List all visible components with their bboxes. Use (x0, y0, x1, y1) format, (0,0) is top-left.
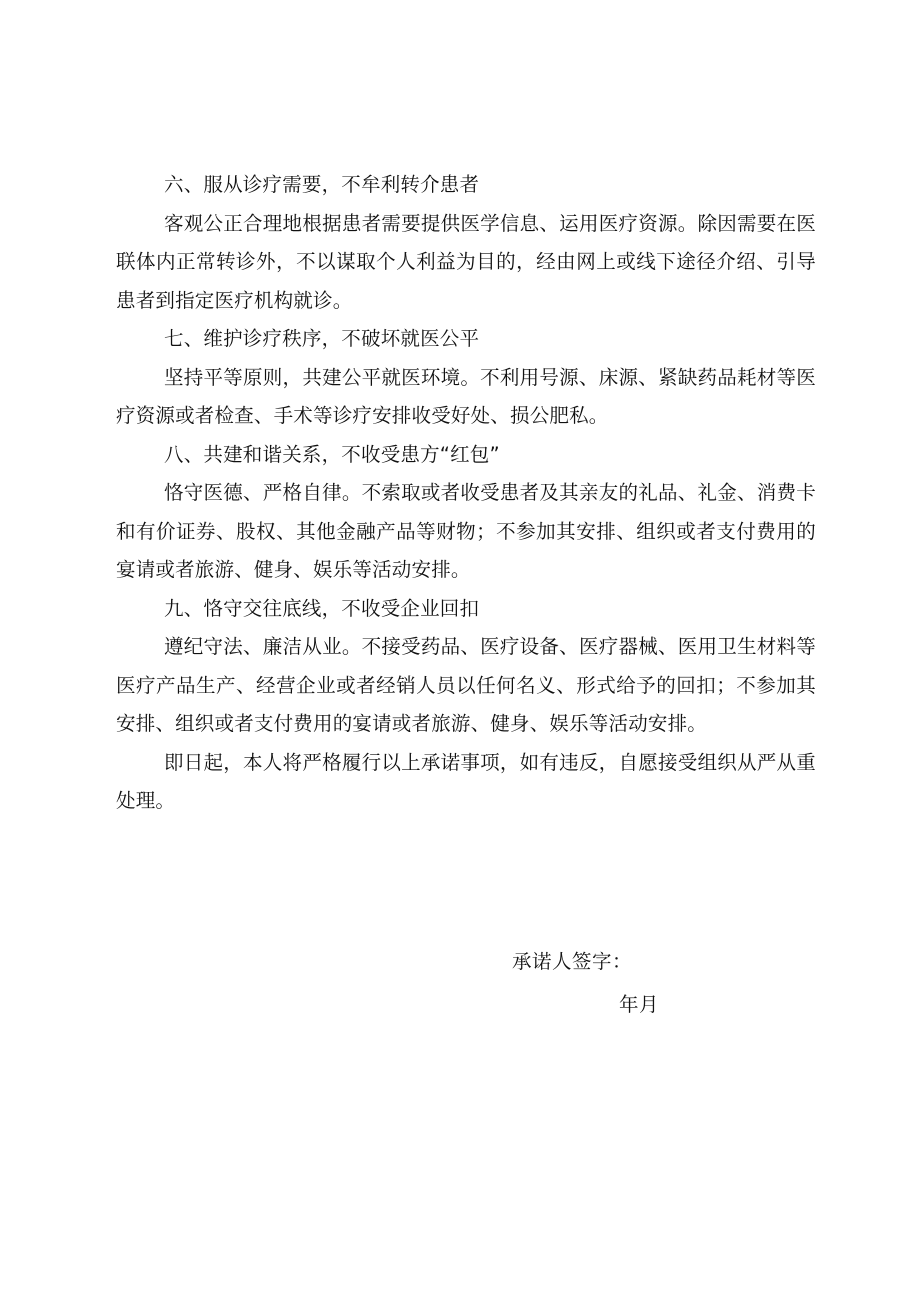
commitment-body (116, 166, 816, 821)
section-8-heading: 八、共建和谐关系，不收受患方“红包” (164, 442, 500, 466)
date-label: 年月 (619, 993, 660, 1016)
section-8-body: 恪守医德、严格自律。不索取或者收受患者及其亲友的礼品、礼金、消费卡和有价证券、股权、其他金融产品等财物；不参加其安排、组织或者支付费用的宴请或者旅游、健身、娱乐等活动安排。 (116, 481, 816, 581)
closing-statement: 即日起，本人将严格履行以上承诺事项，如有违反，自愿接受组织从严从重处理。 (116, 750, 816, 812)
section-6-heading: 六、服从诊疗需要，不牟利转介患者 (164, 173, 480, 196)
section-9-body: 遵纪守法、廉洁从业。不接受药品、医疗设备、医疗器械、医用卫生材料等医疗产品生产、经营企业或者经销人员以任何名义、形式给予的回扣；不参加其安排、组织或者支付费用的宴请或者旅游、健身、娱乐等活动安排。 (116, 635, 816, 735)
signature-label: 承诺人签字： (512, 950, 633, 973)
section-9-heading: 九、恪守交往底线，不收受企业回扣 (164, 596, 480, 620)
section-7-body: 坚持平等原则，共建公平就医环境。不利用号源、床源、紧缺药品耗材等医疗资源或者检查、手术等诊疗安排收受好处、损公肥私。 (116, 365, 816, 427)
section-6-body: 客观公正合理地根据患者需要提供医学信息、运用医疗资源。除因需要在医联体内正常转诊外，不以谋取个人利益为目的，经由网上或线下途径介绍、引导患者到指定医疗机构就诊。 (116, 211, 816, 312)
section-7-heading: 七、维护诊疗秩序，不破坏就医公平 (164, 327, 480, 350)
